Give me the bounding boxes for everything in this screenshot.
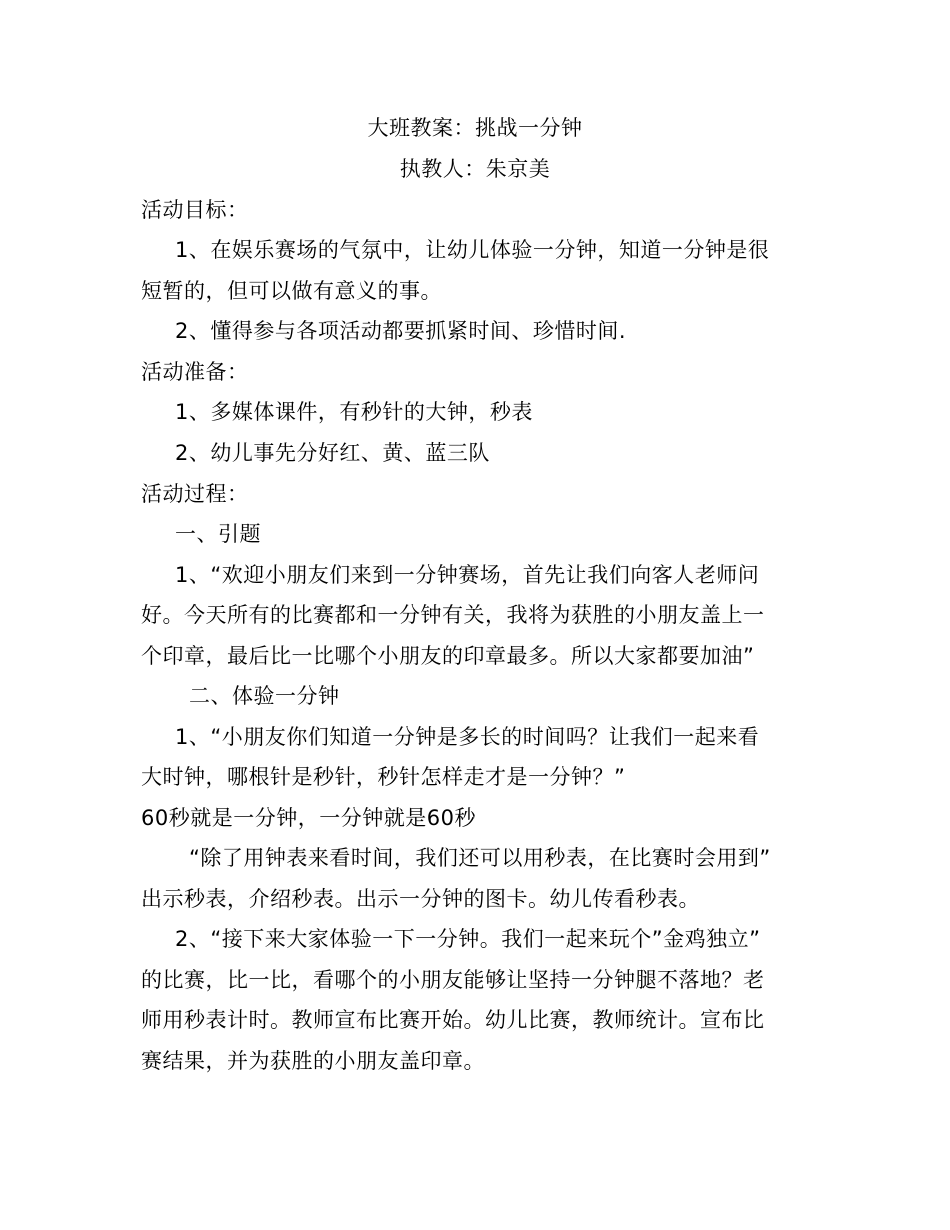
subsection-heading: 一、引题 — [175, 522, 261, 546]
paragraph-line: 赛结果，并为获胜的小朋友盖印章。 — [141, 1049, 485, 1073]
paragraph-line: 60秒就是一分钟，一分钟就是60秒 — [141, 806, 476, 830]
paragraph-line: 2、幼儿事先分好红、黄、蓝三队 — [175, 441, 490, 465]
paragraph-line: 1、多媒体课件，有秒针的大钟，秒表 — [175, 400, 533, 424]
section-heading-goals: 活动目标： — [141, 198, 249, 222]
paragraph-line: 短暂的，但可以做有意义的事。 — [141, 279, 442, 303]
section-heading-process: 活动过程： — [141, 482, 249, 506]
paragraph-line: 大时钟，哪根针是秒针，秒针怎样走才是一分钟？” — [141, 765, 626, 789]
paragraph-line: 1、“欢迎小朋友们来到一分钟赛场，首先让我们向客人老师问 — [175, 563, 760, 587]
author-line: 执教人：朱京美 — [399, 157, 551, 181]
paragraph-line: 的比赛，比一比，看哪个的小朋友能够让坚持一分钟腿不落地？老 — [141, 968, 765, 992]
document-title: 大班教案：挑战一分钟 — [367, 116, 583, 140]
paragraph-line: 好。今天所有的比赛都和一分钟有关，我将为获胜的小朋友盖上一 — [141, 603, 765, 627]
subsection-heading: 二、体验一分钟 — [189, 684, 340, 708]
paragraph-line: 2、“接下来大家体验一下一分钟。我们一起来玩个”金鸡独立” — [175, 927, 761, 951]
paragraph-line: 1、“小朋友你们知道一分钟是多长的时间吗？让我们一起来看 — [175, 725, 760, 749]
section-heading-preparation: 活动准备： — [141, 360, 249, 384]
paragraph-line: 出示秒表，介绍秒表。出示一分钟的图卡。幼儿传看秒表。 — [141, 887, 700, 911]
paragraph-line: 师用秒表计时。教师宣布比赛开始。幼儿比赛，教师统计。宣布比 — [141, 1008, 765, 1032]
paragraph-line: 个印章，最后比一比哪个小朋友的印章最多。所以大家都要加油” — [141, 644, 755, 668]
paragraph-line: “除了用钟表来看时间，我们还可以用秒表，在比赛时会用到” — [189, 846, 771, 870]
paragraph-line: 2、懂得参与各项活动都要抓紧时间、珍惜时间. — [175, 319, 627, 343]
paragraph-line: 1、在娱乐赛场的气氛中，让幼儿体验一分钟，知道一分钟是很 — [175, 238, 770, 262]
